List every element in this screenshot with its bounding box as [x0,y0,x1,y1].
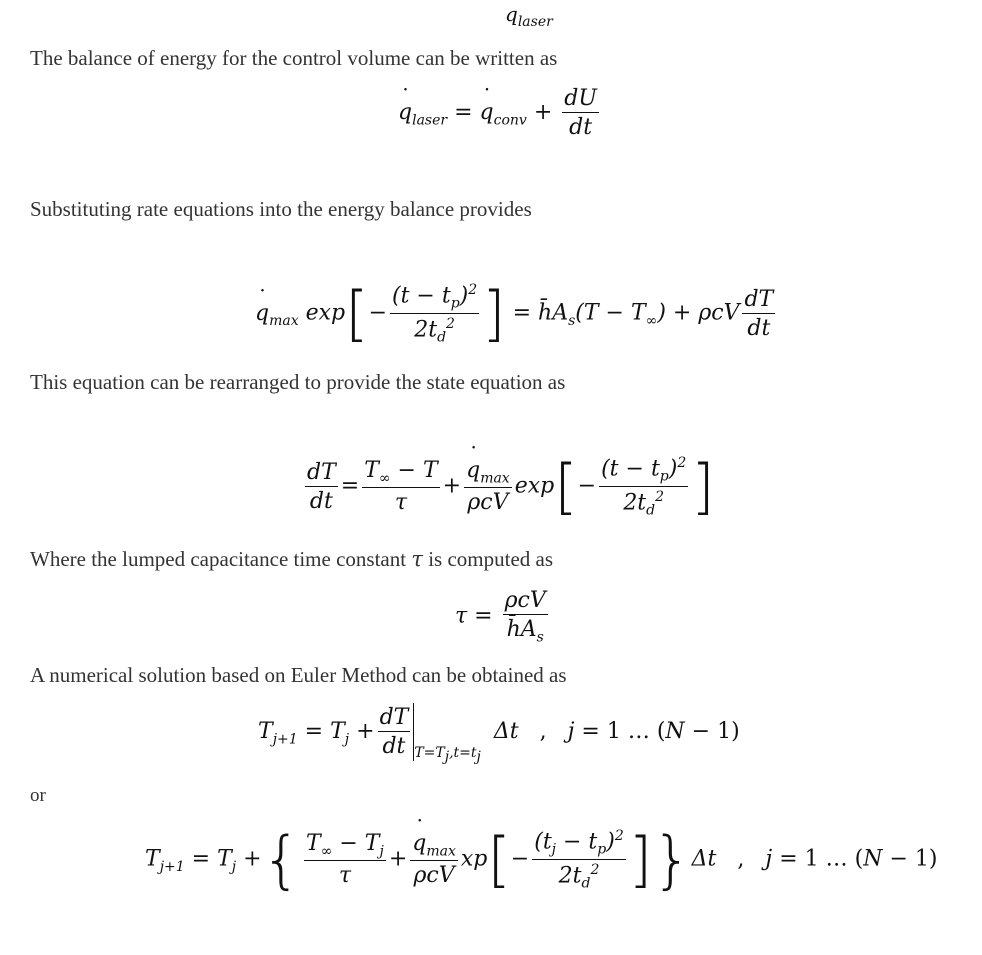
paragraph-time-constant: Where the lumped capacitance time constant τ is computed as [30,547,554,571]
equation-tau: τ = $\frac{\text{ρcV}}{h̄A_s}$ [455,588,546,646]
paragraph-energy-balance: The balance of energy for the control volume can be written as [30,46,558,70]
equation-rate-substitution: q $˙_{max}$ exp[− $\frac{(t - t_p)^2}{2t_d^2}$ ] = $h̄A_s(T - T_\infty) + \rho cV$ $\frac{dT}{dt}$ [255,282,778,345]
equation-euler-expanded: $T_{j+1} = T_j$ +{ $\frac{T_\infty - T_j}{\tau}$ + $\frac{q ˙_{max}}{\text{ρcV}}$ xp[− $\frac{(t_j - t_p)^2}{2t_d^2}$ ]}Δt , j = 1 … (N − 1) [145,828,937,891]
header-symbol: $q_{laser}$ [505,2,553,30]
equation-euler-step: $T_{j+1} = T_j$ + $\frac{dT}{dt}$ $_{T=T_j,t=t_j}$ Δt , j = 1 … (N − 1) [258,705,740,766]
paragraph-rearranged: This equation can be rearranged to provide the state equation as [30,370,566,394]
equation-state: $\frac{dT}{dt}$ = $\frac{T_\infty - T}{\tau}$ + $\frac{q ˙_{max}}{\text{ρcV}}$ exp[− $\frac{(t - t_p)^2}{2t_d^2}$ ] [302,455,715,518]
paragraph-euler-method: A numerical solution based on Euler Method can be obtained as [30,663,567,687]
paragraph-or: or [30,785,46,806]
equation-energy-balance: q $˙_{laser} = q$ $˙_{conv}$ + $\frac{dU}{dt}$ [398,86,602,140]
tau-symbol: τ [411,547,423,571]
paragraph-substituting: Substituting rate equations into the energy balance provides [30,197,532,221]
